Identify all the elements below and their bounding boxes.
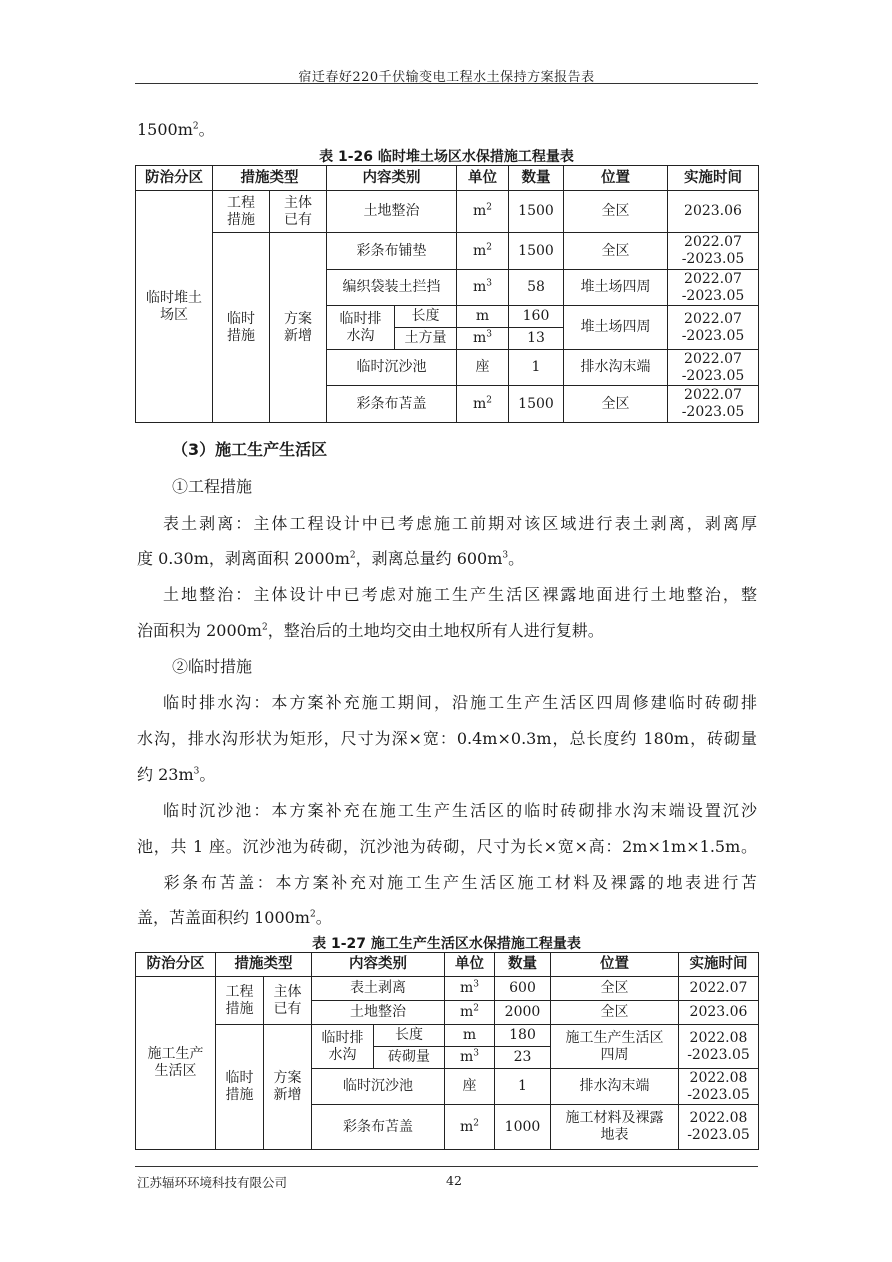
content-cell: 土地整治 — [327, 191, 457, 233]
qty-cell: 1000 — [495, 1105, 551, 1150]
time-cell: 2023.06 — [679, 1001, 759, 1025]
col-zone-header: 防治分区 — [136, 953, 216, 977]
col-unit-header: 单位 — [445, 953, 495, 977]
loc-cell: 全区 — [551, 1001, 679, 1025]
para-topsoil-line2: 度 0.30m，剥离面积 $2000m^2$，剥离总量约 $600m^3$。 — [137, 549, 525, 568]
col-qty-header: 数量 — [495, 953, 551, 977]
footer-rule — [135, 1166, 758, 1167]
col-loc-header: 位置 — [564, 166, 668, 191]
page-number: 42 — [446, 1173, 462, 1188]
unit-cell: $m^3$ — [445, 1047, 495, 1069]
content-cell: 表土剥离 — [312, 977, 445, 1001]
qty-cell: 2000 — [495, 1001, 551, 1025]
col-loc-header: 位置 — [551, 953, 679, 977]
measure-source-cell: 主体 已有 — [264, 977, 312, 1025]
para-ditch-line1: 临时排水沟：本方案补充施工期间，沿施工生产生活区四周修建临时砖砌排 — [137, 693, 757, 712]
table-27-caption: 表 1-27 施工生产生活区水保措施工程量表 — [312, 936, 581, 952]
content-cell: 长度 — [395, 306, 457, 328]
para-cover-line1: 彩条布苫盖：本方案补充对施工生产生活区施工材料及裸露的地表进行苫 — [137, 873, 757, 892]
content-cell: 彩条布铺垫 — [327, 233, 457, 270]
measure-type-cell: 工程 措施 — [213, 191, 270, 233]
qty-cell: 600 — [495, 977, 551, 1001]
loc-cell: 全区 — [551, 977, 679, 1001]
time-cell: 2022.07 — [679, 977, 759, 1001]
para-basin-line2: 池，共 1 座。沉沙池为砖砌，沉沙池为砖砌，尺寸为长×宽×高：2m×1m×1.5m。 — [137, 837, 757, 856]
col-type-header: 措施类型 — [216, 953, 312, 977]
col-unit-header: 单位 — [457, 166, 509, 191]
content-cell: 临时沉沙池 — [312, 1069, 445, 1105]
loc-cell: 排水沟末端 — [551, 1069, 679, 1105]
measure-source-cell: 方案 新增 — [270, 233, 327, 423]
measure-source-cell: 主体 已有 — [270, 191, 327, 233]
col-content-header: 内容类别 — [312, 953, 445, 977]
content-cell: 土方量 — [395, 328, 457, 350]
loc-cell: 施工材料及裸露 地表 — [551, 1105, 679, 1150]
col-qty-header: 数量 — [509, 166, 564, 191]
loc-cell: 全区 — [564, 386, 668, 423]
running-header: 宿迁春好220千伏输变电工程水土保持方案报告表 — [298, 70, 595, 85]
col-time-header: 实施时间 — [668, 166, 759, 191]
measure-type-cell: 临时 措施 — [216, 1025, 264, 1150]
para-cover-line2: 盖，苫盖面积约 $1000m^2$。 — [137, 908, 332, 927]
content-cell: 彩条布苫盖 — [312, 1105, 445, 1150]
unit-cell: 座 — [457, 350, 509, 386]
time-cell: 2022.08 -2023.05 — [679, 1069, 759, 1105]
unit-cell: $m^2$ — [457, 191, 509, 233]
header-rule — [135, 83, 758, 84]
unit-cell: 座 — [445, 1069, 495, 1105]
content-cell: 砖砌量 — [374, 1047, 445, 1069]
unit-cell: $m^2$ — [457, 233, 509, 270]
qty-cell: 160 — [509, 306, 564, 328]
content-cell: 长度 — [374, 1025, 445, 1047]
unit-cell: $m^2$ — [445, 1001, 495, 1025]
unit-cell: $m^3$ — [457, 328, 509, 350]
time-cell: 2022.07 -2023.05 — [668, 306, 759, 350]
content-cell: 彩条布苫盖 — [327, 386, 457, 423]
time-cell: 2023.06 — [668, 191, 759, 233]
measure-type-cell: 工程 措施 — [216, 977, 264, 1025]
unit-cell: $m^2$ — [457, 386, 509, 423]
zone-cell: 临时堆土 场区 — [136, 191, 213, 423]
table-26 — [135, 165, 759, 423]
content-cell: 临时沉沙池 — [327, 350, 457, 386]
qty-cell: 1 — [509, 350, 564, 386]
time-cell: 2022.07 -2023.05 — [668, 386, 759, 423]
ditch-cell: 临时排 水沟 — [327, 306, 395, 350]
zone-cell: 施工生产 生活区 — [136, 977, 216, 1150]
para-topsoil-line1: 表土剥离：主体工程设计中已考虑施工前期对该区域进行表土剥离，剥离厚 — [137, 514, 757, 533]
unit-cell: m — [457, 306, 509, 328]
time-cell: 2022.07 -2023.05 — [668, 350, 759, 386]
content-cell: 编织袋装土拦挡 — [327, 270, 457, 306]
loc-cell: 堆土场四周 — [564, 306, 668, 350]
intro-text: $1500m^2$。 — [137, 120, 215, 139]
subheading-temporary: ②临时措施 — [172, 657, 253, 676]
section-heading: （3）施工生产生活区 — [172, 440, 328, 459]
col-time-header: 实施时间 — [679, 953, 759, 977]
col-content-header: 内容类别 — [327, 166, 457, 191]
loc-cell: 全区 — [564, 191, 668, 233]
footer-company: 江苏辐环环境科技有限公司 — [137, 1175, 288, 1190]
loc-cell: 施工生产生活区 四周 — [551, 1025, 679, 1069]
subheading-engineering: ①工程措施 — [172, 477, 253, 496]
unit-cell: $m^3$ — [445, 977, 495, 1001]
qty-cell: 1 — [495, 1069, 551, 1105]
qty-cell: 1500 — [509, 191, 564, 233]
qty-cell: 13 — [509, 328, 564, 350]
qty-cell: 1500 — [509, 386, 564, 423]
loc-cell: 堆土场四周 — [564, 270, 668, 306]
unit-cell: $m^2$ — [445, 1105, 495, 1150]
table-27 — [135, 952, 759, 1150]
time-cell: 2022.07 -2023.05 — [668, 233, 759, 270]
qty-cell: 1500 — [509, 233, 564, 270]
time-cell: 2022.08 -2023.05 — [679, 1025, 759, 1069]
loc-cell: 全区 — [564, 233, 668, 270]
unit-cell: $m^3$ — [457, 270, 509, 306]
qty-cell: 58 — [509, 270, 564, 306]
qty-cell: 23 — [495, 1047, 551, 1069]
time-cell: 2022.08 -2023.05 — [679, 1105, 759, 1150]
qty-cell: 180 — [495, 1025, 551, 1047]
para-land-line2: 治面积为 $2000m^2$，整治后的土地均交由土地权所有人进行复耕。 — [137, 621, 604, 640]
measure-source-cell: 方案 新增 — [264, 1025, 312, 1150]
col-type-header: 措施类型 — [213, 166, 327, 191]
content-cell: 土地整治 — [312, 1001, 445, 1025]
loc-cell: 排水沟末端 — [564, 350, 668, 386]
para-land-line1: 土地整治：主体设计中已考虑对施工生产生活区裸露地面进行土地整治，整 — [137, 585, 757, 604]
unit-cell: m — [445, 1025, 495, 1047]
para-basin-line1: 临时沉沙池：本方案补充在施工生产生活区的临时砖砌排水沟末端设置沉沙 — [137, 801, 757, 820]
ditch-cell: 临时排 水沟 — [312, 1025, 374, 1069]
measure-type-cell: 临时 措施 — [213, 233, 270, 423]
time-cell: 2022.07 -2023.05 — [668, 270, 759, 306]
para-ditch-line2: 水沟，排水沟形状为矩形，尺寸为深×宽：0.4m×0.3m，总长度约 180m，砖砌量 — [137, 729, 757, 748]
col-zone-header: 防治分区 — [136, 166, 213, 191]
table-26-caption: 表 1-26 临时堆土场区水保措施工程量表 — [319, 149, 574, 165]
para-ditch-line3: 约 $23m^3$。 — [137, 765, 216, 784]
